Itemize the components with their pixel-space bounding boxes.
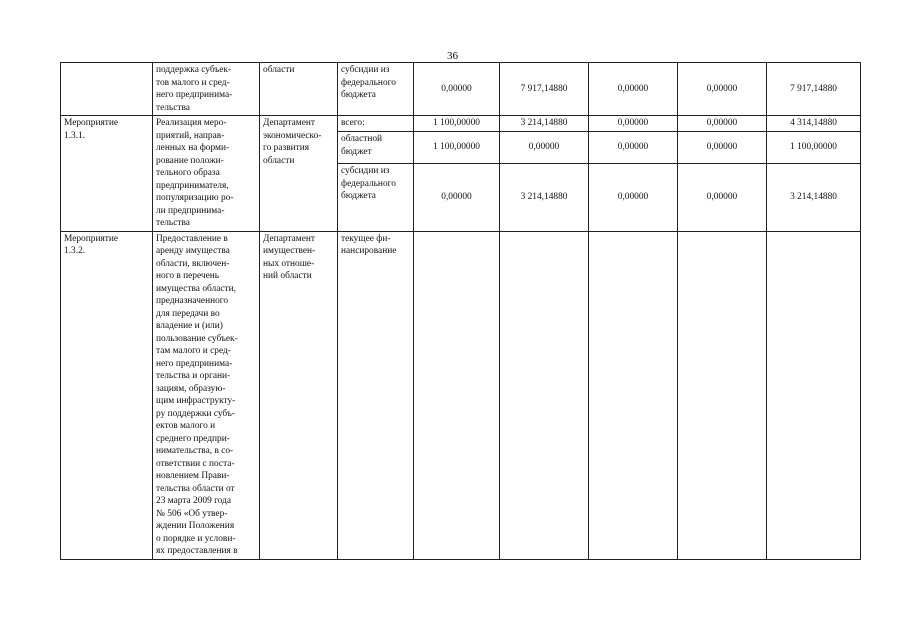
value-cell: 1 100,00000 [414, 116, 500, 132]
table-row [61, 63, 861, 116]
value-cell [414, 231, 500, 559]
page-number: 36 [447, 50, 458, 62]
funding-source-cell: областной бюджет [338, 132, 414, 164]
value-cell: 7 917,14880 [767, 63, 861, 116]
value-cell [678, 231, 767, 559]
funding-source-cell: всего: [338, 116, 414, 132]
value-cell: 0,00000 [589, 164, 678, 231]
value-cell [589, 231, 678, 559]
table-row [61, 231, 861, 559]
value-cell: 0,00000 [678, 132, 767, 164]
event-cell [61, 63, 153, 116]
value-cell: 0,00000 [500, 132, 589, 164]
value-cell [500, 231, 589, 559]
value-cell: 0,00000 [589, 132, 678, 164]
value-cell: 3 214,14880 [767, 164, 861, 231]
funding-source-cell: субсидии из федерального бюджета [338, 164, 414, 231]
funding-source-cell: субсидии из федерального бюджета [338, 63, 414, 116]
value-cell: 0,00000 [589, 63, 678, 116]
table-row [61, 116, 861, 132]
event-cell: Мероприятие 1.3.1. [61, 116, 153, 232]
event-name-cell: поддержка субъек- тов малого и сред- него предпринима- тельства [153, 63, 260, 116]
value-cell: 4 314,14880 [767, 116, 861, 132]
value-cell: 1 100,00000 [767, 132, 861, 164]
executor-cell: области [260, 63, 338, 116]
event-cell: Мероприятие 1.3.2. [61, 231, 153, 559]
value-cell: 1 100,00000 [414, 132, 500, 164]
value-cell: 7 917,14880 [500, 63, 589, 116]
value-cell: 0,00000 [678, 164, 767, 231]
value-cell: 0,00000 [414, 63, 500, 116]
value-cell: 3 214,14880 [500, 164, 589, 231]
value-cell: 3 214,14880 [500, 116, 589, 132]
event-name-cell: Предоставление в аренду имущества области, включен- ного в перечень имущества области, предназначенного для передачи во владение и (или) пользование субъек- там малого и сред- него предпринима- тельства и органи- зациям, образую- щим инфраструкту- ру поддержки субъ- ектов малого и среднего предпри- нимательства, в со- ответствии с поста- новлением Прави- тельства области от 23 марта 2009 года № 506 «Об утвер- ждении Положения о порядке и услови- ях предоставления в [153, 231, 260, 559]
value-cell: 0,00000 [414, 164, 500, 231]
value-cell: 0,00000 [678, 63, 767, 116]
value-cell [767, 231, 861, 559]
value-cell: 0,00000 [589, 116, 678, 132]
program-table [60, 62, 861, 560]
funding-source-cell: текущее фи- нансирование [338, 231, 414, 559]
event-name-cell: Реализация меро- приятий, направ- ленных на форми- рование положи- тельного образа предпринимателя, популяризацию ро- ли предпринима- тельства [153, 116, 260, 232]
executor-cell: Департамент имуществен- ных отноше- ний области [260, 231, 338, 559]
value-cell: 0,00000 [678, 116, 767, 132]
executor-cell: Департамент экономическо- го развития области [260, 116, 338, 232]
